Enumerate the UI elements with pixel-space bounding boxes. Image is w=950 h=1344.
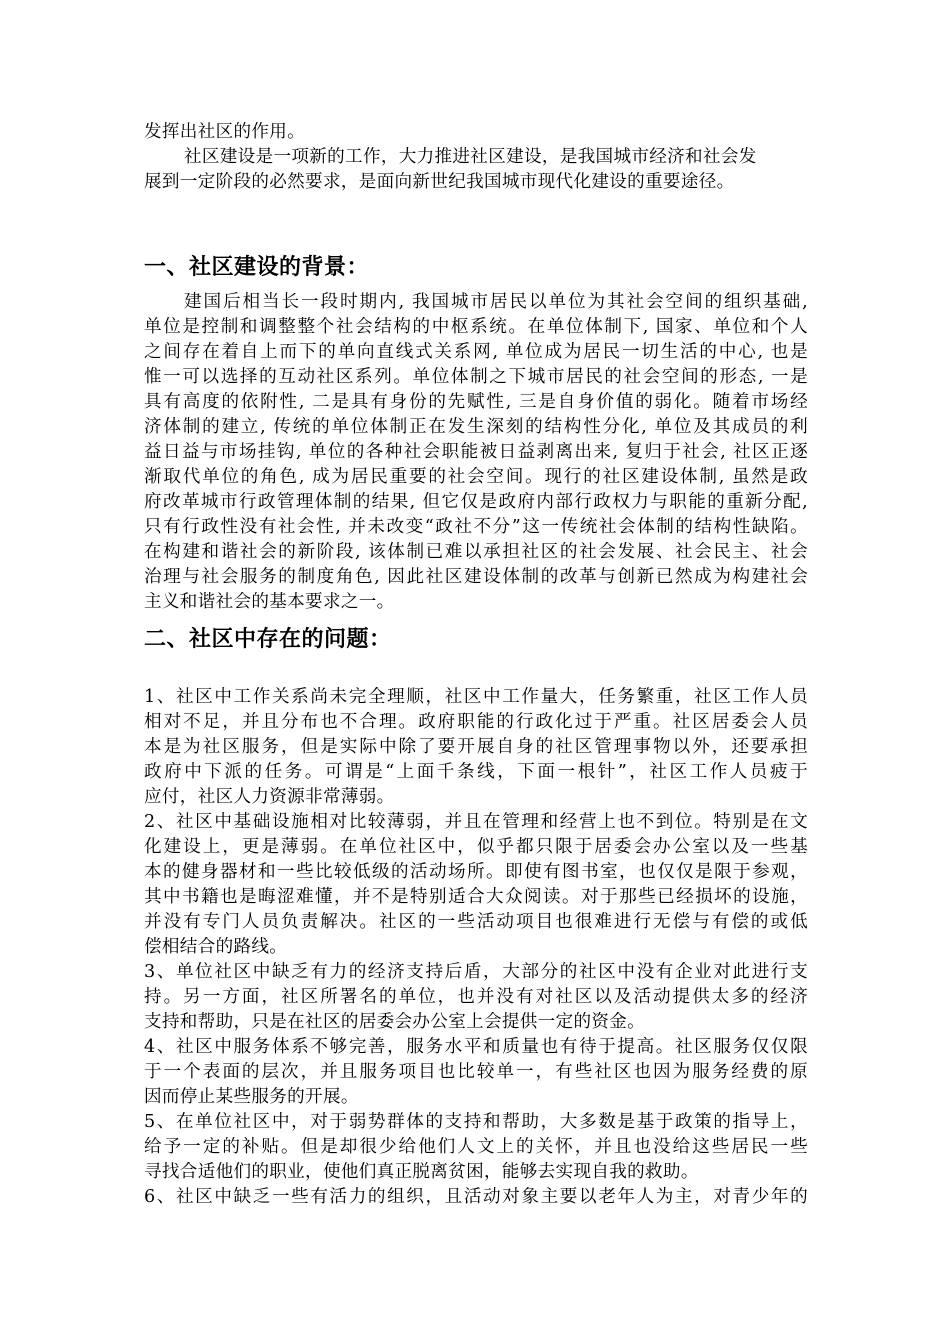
list-item-line: 5、在单位社区中，对于弱势群体的支持和帮助，大多数是基于政策的指导上， [144, 1112, 808, 1132]
list-item-line: 6、社区中缺乏一些有活力的组织，且活动对象主要以老年人为主，对青少年的 [144, 1187, 808, 1207]
text-line: 治理与社会服务的制度角色, 因此社区建设体制的改革与创新已然成为构建社会 [144, 567, 808, 587]
list-item-line: 4、社区中服务体系不够完善，服务水平和质量也有待于提高。社区服务仅仅限 [144, 1037, 808, 1057]
text-line: 府改革城市行政管理体制的结果, 但它仅是政府内部行政权力与职能的重新分配, [144, 492, 808, 512]
text-line: 渐取代单位的角色, 成为居民重要的社会空间。现行的社区建设体制, 虽然是政 [144, 467, 808, 487]
list-item-line: 于一个表面的层次，并且服务项目也比较单一，有些社区也因为服务经费的原 [144, 1062, 808, 1082]
text-line: 建国后相当长一段时期内, 我国城市居民以单位为其社会空间的组织基础, [184, 292, 808, 312]
list-item-line: 2、社区中基础设施相对比较薄弱，并且在管理和经营上也不到位。特别是在文 [144, 812, 808, 832]
list-item-line: 支持和帮助，只是在社区的居委会办公室上会提供一定的资金。 [144, 1012, 646, 1032]
list-item-line: 给予一定的补贴。但是却很少给他们人文上的关怀，并且也没给这些居民一些 [144, 1137, 808, 1157]
list-item-line: 偿相结合的路线。 [144, 937, 288, 957]
text-line: 之间存在着自上而下的单向直线式关系网, 单位成为居民一切生活的中心, 也是 [144, 342, 808, 362]
section2-list [144, 685, 808, 1210]
list-item-line: 3、单位社区中缺乏有力的经济支持后盾，大部分的社区中没有企业对此进行支 [144, 962, 808, 982]
list-item-line: 应付，社区人力资源非常薄弱。 [144, 787, 395, 807]
text-line: 社区建设是一项新的工作，大力推进社区建设，是我国城市经济和社会发 [184, 147, 757, 167]
text-line: 在构建和谐社会的新阶段, 该体制已难以承担社区的社会发展、社会民主、社会 [144, 542, 808, 562]
section-heading-background: 一、社区建设的背景： [144, 255, 370, 280]
text-line: 惟一可以选择的互动社区系列。单位体制之下城市居民的社会空间的形态, 一是 [144, 367, 808, 387]
list-item-line: 本是为社区服务，但是实际中除了要开展自身的社区管理事物以外，还要承担 [144, 737, 808, 757]
list-item-line: 化建设上，更是薄弱。在单位社区中，似乎都只限于居委会办公室以及一些基 [144, 837, 808, 857]
text-line: 只有行政性没有社会性, 并未改变“政社不分”这一传统社会体制的结构性缺陷。 [144, 517, 808, 537]
text-line: 济体制的建立, 传统的单位体制正在发生深刻的结构性分化, 单位及其成员的利 [144, 417, 808, 437]
text-line: 单位是控制和调整整个社会结构的中枢系统。在单位体制下, 国家、单位和个人 [144, 317, 808, 337]
list-item-line: 相对不足，并且分布也不合理。政府职能的行政化过于严重。社区居委会人员 [144, 712, 808, 732]
intro-paragraphs [144, 120, 808, 195]
text-line: 展到一定阶段的必然要求，是面向新世纪我国城市现代化建设的重要途径。 [144, 172, 735, 192]
list-item-line: 其中书籍也是晦涩难懂，并不是特别适合大众阅读。对于那些已经损坏的设施， [144, 887, 808, 907]
text-line: 主义和谐社会的基本要求之一。 [144, 592, 395, 612]
list-item-line: 持。另一方面，社区所署名的单位，也并没有对社区以及活动提供太多的经济 [144, 987, 808, 1007]
section1-paragraph [144, 290, 808, 615]
list-item-line: 本的健身器材和一些比较低级的活动场所。即使有图书室，也仅仅是限于参观， [144, 862, 808, 882]
document-body [144, 120, 808, 1210]
list-item-line: 因而停止某些服务的开展。 [144, 1087, 359, 1107]
text-line: 益日益与市场挂钩, 单位的各种社会职能被日益剥离出来, 复归于社会, 社区正逐 [144, 442, 808, 462]
section-heading-problems: 二、社区中存在的问题： [144, 627, 392, 652]
list-item-line: 政府中下派的任务。可谓是“上面千条线，下面一根针”，社区工作人员疲于 [144, 762, 808, 782]
text-line: 具有高度的依附性, 二是具有身份的先赋性, 三是自身价值的弱化。随着市场经 [144, 392, 808, 412]
list-item-line: 1、社区中工作关系尚未完全理顺，社区中工作量大，任务繁重，社区工作人员 [144, 687, 808, 707]
text-line: 发挥出社区的作用。 [144, 122, 306, 142]
list-item-line: 寻找合适他们的职业，使他们真正脱离贫困，能够去实现自我的救助。 [144, 1162, 699, 1182]
list-item-line: 并没有专门人员负责解决。社区的一些活动项目也很难进行无偿与有偿的或低 [144, 912, 808, 932]
